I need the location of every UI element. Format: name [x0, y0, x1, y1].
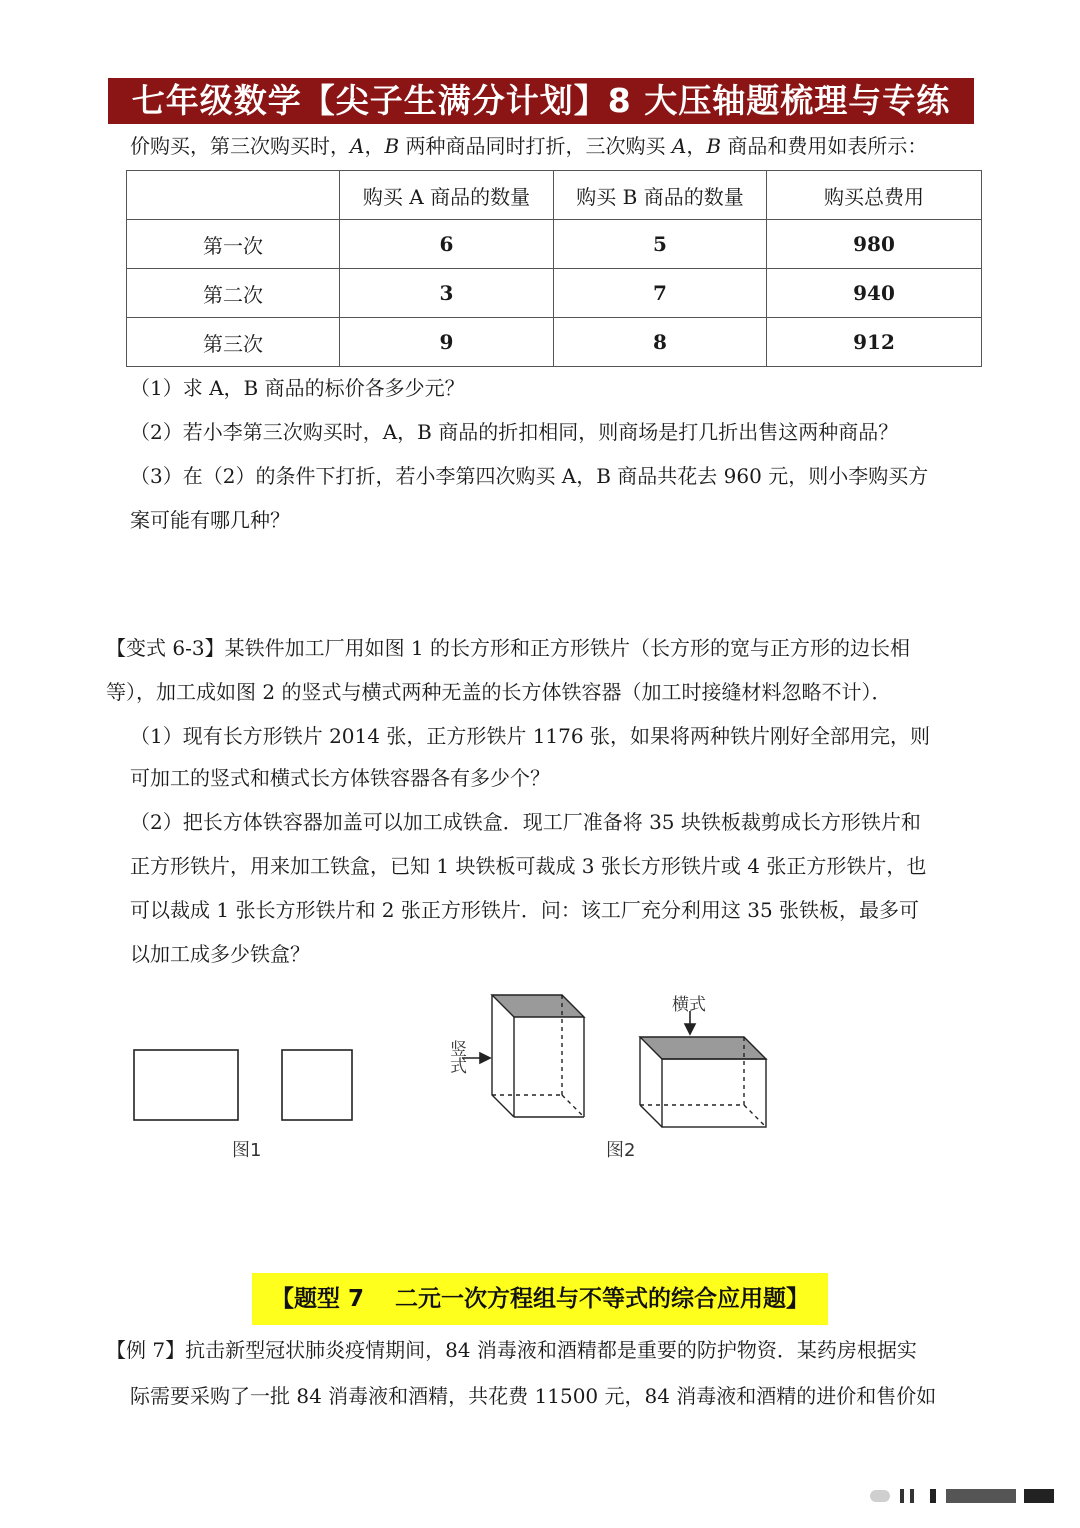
intro-pre: 价购买，第三次购买时， — [130, 134, 350, 158]
row-label: 第一次 — [127, 220, 340, 269]
intro-a2: A — [671, 134, 687, 158]
question-3-line-1: （3）在（2）的条件下打折，若小李第四次购买 A，B 商品共花去 960 元，则小李购买方 — [130, 464, 929, 488]
horizontal-label: 横式 — [672, 995, 706, 1015]
table-header-row — [127, 171, 982, 220]
variant-part2-line-2: 正方形铁片，用来加工铁盒，已知 1 块铁板可裁成 3 张长方形铁片或 4 张正方形铁片，也 — [130, 854, 927, 878]
cell-a-qty: 6 — [340, 220, 554, 269]
variant-part2-line-3: 可以裁成 1 张长方形铁片和 2 张正方形铁片．问：该工厂充分利用这 35 张铁板，最多可 — [130, 898, 920, 922]
row-label: 第三次 — [127, 318, 340, 367]
page-banner-title: 七年级数学【尖子生满分计划】8 大压轴题梳理与专练 — [108, 78, 974, 124]
cell-total: 980 — [767, 220, 982, 269]
intro-b: B — [384, 134, 400, 158]
intro-a: A — [350, 134, 365, 158]
intro-mid: 两种商品同时打折，三次购买 — [399, 134, 672, 158]
figure-1-shapes — [120, 1040, 370, 1130]
figure-1-caption: 图1 — [232, 1140, 262, 1161]
horizontal-box — [640, 1037, 766, 1127]
vertical-box — [492, 995, 584, 1117]
intro-sep2: ， — [686, 134, 707, 158]
cell-b-qty: 8 — [554, 318, 767, 367]
question-1: （1）求 A，B 商品的标价各多少元？ — [130, 376, 465, 400]
cell-b-qty: 7 — [554, 269, 767, 318]
table-header-cell — [127, 171, 340, 220]
intro-sep1: ， — [364, 134, 385, 158]
question-2: （2）若小李第三次购买时，A，B 商品的折扣相同，则商场是打几折出售这两种商品？ — [130, 420, 899, 444]
cell-a-qty: 3 — [340, 269, 554, 318]
variant-line-2: 等），加工成如图 2 的竖式与横式两种无盖的长方体铁容器（加工时接缝材料忽略不计）． — [106, 680, 892, 704]
example-7-line-1: 【例 7】抗击新型冠状肺炎疫情期间，84 消毒液和酒精都是重要的防护物资．某药房根据实 — [106, 1338, 917, 1362]
table-row — [127, 220, 982, 269]
intro-line — [130, 132, 927, 160]
cell-total: 940 — [767, 269, 982, 318]
purchase-table — [126, 170, 982, 367]
table-row — [127, 269, 982, 318]
cell-b-qty: 5 — [554, 220, 767, 269]
table-header-cell: 购买 A 商品的数量 — [340, 171, 554, 220]
question-3-line-2: 案可能有哪几种？ — [130, 508, 290, 532]
table-header-cell: 购买总费用 — [767, 171, 982, 220]
vertical-label: 竖式 — [446, 1040, 466, 1074]
table-row — [127, 318, 982, 367]
square-sheet — [282, 1050, 352, 1120]
table-header-cell: 购买 B 商品的数量 — [554, 171, 767, 220]
intro-b2: B — [706, 134, 722, 158]
page-indicator-icon — [870, 1486, 1060, 1506]
cell-a-qty: 9 — [340, 318, 554, 367]
variant-part2-line-1: （2）把长方体铁容器加盖可以加工成铁盒．现工厂准备将 35 块铁板裁剪成长方形铁片和 — [130, 810, 921, 834]
figure-2-caption: 图2 — [606, 1140, 636, 1161]
intro-post: 商品和费用如表所示： — [721, 134, 928, 158]
variant-line-1: 【变式 6-3】某铁件加工厂用如图 1 的长方形和正方形铁片（长方形的宽与正方形的边长相 — [106, 636, 911, 660]
figure-2-boxes — [430, 985, 790, 1130]
variant-part2-line-4: 以加工成多少铁盒？ — [130, 942, 310, 966]
example-7-line-2: 际需要采购了一批 84 消毒液和酒精，共花费 11500 元，84 消毒液和酒精的进价和售价如 — [130, 1384, 937, 1408]
variant-part1-line-2: 可加工的竖式和横式长方体铁容器各有多少个？ — [130, 766, 550, 790]
variant-part1-line-1: （1）现有长方形铁片 2014 张，正方形铁片 1176 张，如果将两种铁片刚好全部用完，则 — [130, 724, 930, 748]
cell-total: 912 — [767, 318, 982, 367]
row-label: 第二次 — [127, 269, 340, 318]
rectangle-sheet — [134, 1050, 238, 1120]
question-type-7-banner: 【题型 7 二元一次方程组与不等式的综合应用题】 — [252, 1273, 828, 1325]
